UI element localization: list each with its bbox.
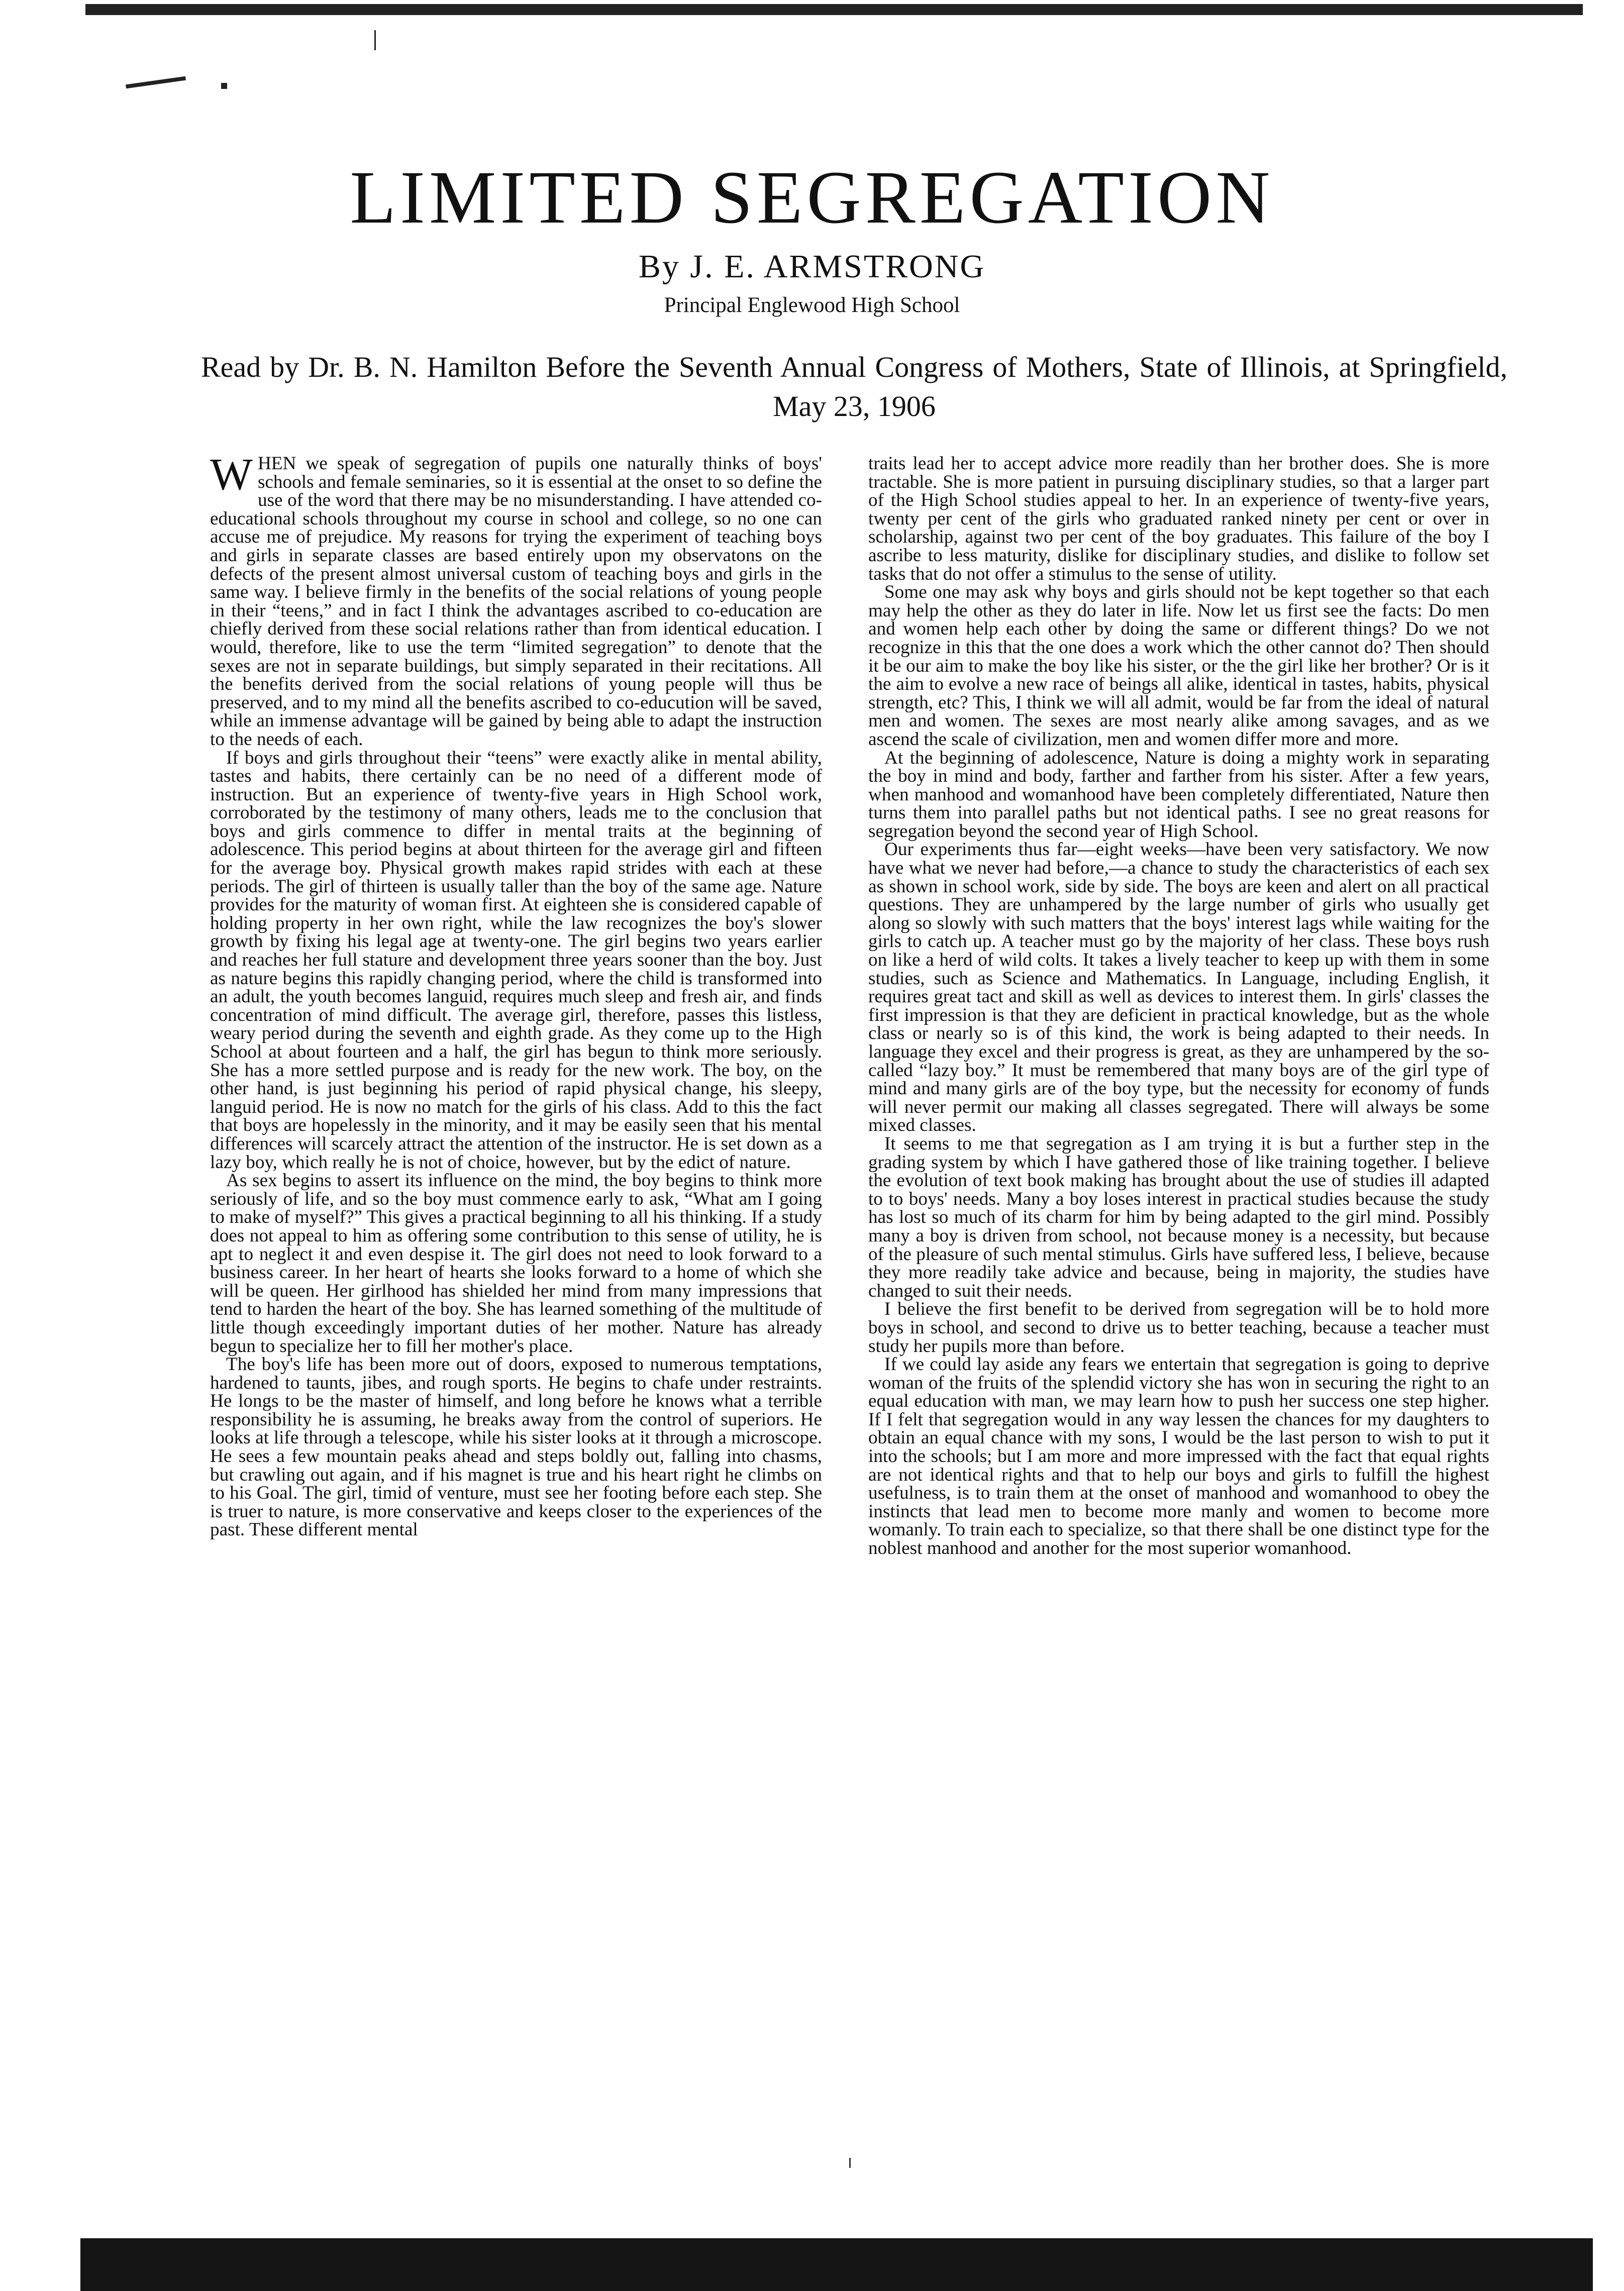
body-paragraph: Our experiments thus far—eight weeks—have been very satisfactory. We now have what we never had before,—a chance to study the characteristics of each sex as shown in school work, side by side. The boys are keen and alert on all practical questions. They are unhampered by the large number of girls who usually get along so slowly with such matters that the boys' interest lags while waiting for the girls to catch up. A teacher must go by the majority of her class. These boys rush on like a herd of wild colts. It takes a lively teacher to keep up with them in some studies, such as Science and Mathematics. In Language, including English, it requires great tact and skill as well as devices to interest them. In girls' classes the first impression is that they are deficient in practical knowledge, but as the whole class or nearly so is of this kind, the work is being adapted to their needs. In language they excel and their progress is great, as they are unhampered by the so-called “lazy boy.” It must be remembered that many boys are of the girl type of mind and many girls are of the boy type, but the necessity for economy of funds will never permit our making all classes segregated. There will always be some mixed classes. xyxy=(868,839,1489,1136)
body-paragraph: traits lead her to accept advice more readily than her brother does. She is more tractable. She is more patient in pursuing disciplinary studies, so that a larger part of the High School studies appeal to her. In an experience of twenty-five years, twenty per cent of the girls who graduated ranked ninety per cent or over in scholarship, against two per cent of the boy graduates. This failure of the boy I ascribe to less maturity, dislike for disciplinary studies, and dislike to follow set tasks that do not offer a stimulus to the sense of utility. xyxy=(868,453,1489,584)
drop-cap: W xyxy=(210,450,253,499)
body-paragraph: If boys and girls throughout their “teens” were exactly alike in mental ability, tastes and habits, there certainly can be no need of a different mode of instruction. But an experience of twenty-five years in High School work, corroborated by the testimony of many others, leads me to the conclusion that boys and girls commence to differ in mental traits at the beginning of adolescence. This period begins at about thirteen for the average girl and fifteen for the average boy. Physical growth makes rapid strides with each at these periods. The girl of thirteen is usually taller than the boy of the same age. Nature provides for the maturity of woman first. At eighteen she is considered capable of holding property in her own right, while the law recognizes the boy's slower growth by fixing his legal age at twenty-one. The girl begins two years earlier and reaches her full stature and development three years sooner than the boy. Just as nature begins this rapidly changing period, where the child is transformed into an adult, the youth becomes languid, requires much sleep and fresh air, and finds concentration of mind difficult. The average girl, therefore, passes this listless, weary period during the seventh and eighth grade. As they come up to the High School at about fourteen and a half, the girl has begun to think more seriously. She has a more settled purpose and is ready for the new work. The boy, on the other hand, is just beginning his period of rapid physical change, his sleepy, languid period. He is now no match for the girls of his class. Add to this the fact that boys are hopelessly in the minority, and it may be easily seen that his mental differences will scarcely attract the attention of the instructor. He is set down as a lazy boy, which really he is not of choice, however, but by the edict of nature. xyxy=(210,747,822,1173)
body-paragraph: I believe the first benefit to be derived from segregation will be to hold more boys in school, and second to drive us to better teaching, because a teacher must study her pupils more than before. xyxy=(868,1299,1489,1357)
author-affiliation: Principal Englewood High School xyxy=(664,293,960,317)
right-column xyxy=(868,455,1489,1558)
article-title: LIMITED SEGREGATION xyxy=(350,156,1274,239)
article-subtitle: Read by Dr. B. N. Hamilton Before the Seventh Annual Congress of Mothers, State of Illinois, at Springfield, May 23, 1906 xyxy=(201,351,1507,423)
scan-bottom-border xyxy=(80,2238,1593,2291)
author-byline: By J. E. ARMSTRONG xyxy=(638,248,986,285)
body-paragraph: The boy's life has been more out of doors, exposed to numerous temptations, hardened to taunts, jibes, and rough sports. He begins to chafe under restraints. He longs to be the master of himself, and long before he knows what a terrible responsibility he is assuming, he breaks away from the control of superiors. He looks at life through a telescope, while his sister looks at it through a microscope. He sees a few mountain peaks ahead and steps boldly out, falling into chasms, but crawling out again, and if his magnet is true and his heart right he climbs on to his Goal. The girl, timid of venture, must see her footing before each step. She is truer to nature, is more conservative and keeps closer to the experiences of the past. These different mental xyxy=(210,1354,822,1540)
body-paragraph: At the beginning of adolescence, Nature is doing a mighty work in separating the boy in mind and body, farther and farther from his sister. After a few years, when manhood and womanhood have been completely differentiated, Nature then turns them into parallel paths but not identical paths. I see no great reasons for segregation beyond the second year of High School. xyxy=(868,747,1489,842)
scan-artifact-dot xyxy=(221,83,227,89)
body-paragraph: If we could lay aside any fears we entertain that segregation is going to deprive woman of the fruits of the splendid victory she has won in securing the right to an equal education with man, we may learn how to push her success one step higher. If I felt that segregation would in any way lessen the chances for my daughters to obtain an equal chance with my sons, I would be the last person to wish to put it into the schools; but I am more and more impressed with the fact that equal rights are not identical rights and that to help our boys and girls to fulfill the highest usefulness, is to train them at the onset of manhood and womanhood to obey the instincts that lead men to become more manly and women to become more womanly. To train each to specialize, so that there shall be one distinct type for the noblest manhood and another for the most superior womanhood. xyxy=(868,1354,1489,1559)
body-paragraph: As sex begins to assert its influence on the mind, the boy begins to think more seriously of life, and so the boy must commence early to ask, “What am I going to make of myself?” This gives a practical beginning to all his thinking. If a study does not appeal to him as offering some contribution to this sense of utility, he is apt to neglect it and even despise it. The girl does not need to look forward to a business career. In her heart of hearts she looks forward to a home of which she will be queen. Her girlhood has shielded her mind from many impressions that tend to harden the heart of the boy. She has learned something of the multitude of little though exceedingly important duties of her mother. Nature has already begun to specialize her to fill her mother's place. xyxy=(210,1170,822,1357)
scan-top-border xyxy=(85,4,1583,15)
left-column xyxy=(210,450,822,1540)
scan-artifact-mark xyxy=(126,76,186,89)
gutter-mark xyxy=(849,2158,851,2168)
body-paragraph: WHEN we speak of segregation of pupils one naturally thinks of boys' schools and female seminaries, so it is essential at the onset to so define the use of the word that there may be no misunderstanding. I have attended co-educational schools throughout my course in school and college, so no one can accuse me of prejudice. My reasons for trying the experiment of teaching boys and girls in separate classes are based entirely upon my observatons on the defects of the present almost universal custom of teaching boys and girls in the same way. I believe firmly in the benefits of the social relations of young people in their “teens,” and in fact I think the advantages ascribed to co-education are chiefly derived from these social relations rather than from identical education. I would, therefore, like to use the term “limited segregation” to denote that the sexes are not in separate buildings, but simply separated in their recitations. All the benefits derived from the social relations of young people will thus be preserved, and to my mind all the benefits ascribed to co-educution will be saved, while an immense advantage will be gained by being able to adapt the instruction to the needs of each. xyxy=(210,450,822,750)
body-paragraph: Some one may ask why boys and girls should not be kept together so that each may help the other as they do later in life. Now let us first see the facts: Do men and women help each other by doing the same or different things? Do we not recognize in this that the one does a work which the other cannot do? Then should it be our aim to make the boy like his sister, or the the girl like her brother? Or is it the aim to evolve a new race of beings all alike, identical in tastes, habits, physical strength, etc? This, I think we will all admit, would be far from the ideal of natural men and women. The sexes are most nearly alike among savages, and as we ascend the scale of civilization, men and women differ more and more. xyxy=(868,582,1489,750)
body-paragraph: It seems to me that segregation as I am trying it is but a further step in the grading system by which I have gathered those of like training together. I believe the evolution of text book making has brought about the use of studies ill adapted to to boys' needs. Many a boy loses interest in practical studies because the study has lost so much of its charm for him by being adapted to the girl mind. Possibly many a boy is driven from school, not because money is a necessity, but because of the pleasure of such mental stimulus. Girls have suffered less, I believe, because they more readily take advice and because, being in majority, the studies have changed to suit their needs. xyxy=(868,1133,1489,1301)
scan-artifact-tick xyxy=(374,30,376,50)
